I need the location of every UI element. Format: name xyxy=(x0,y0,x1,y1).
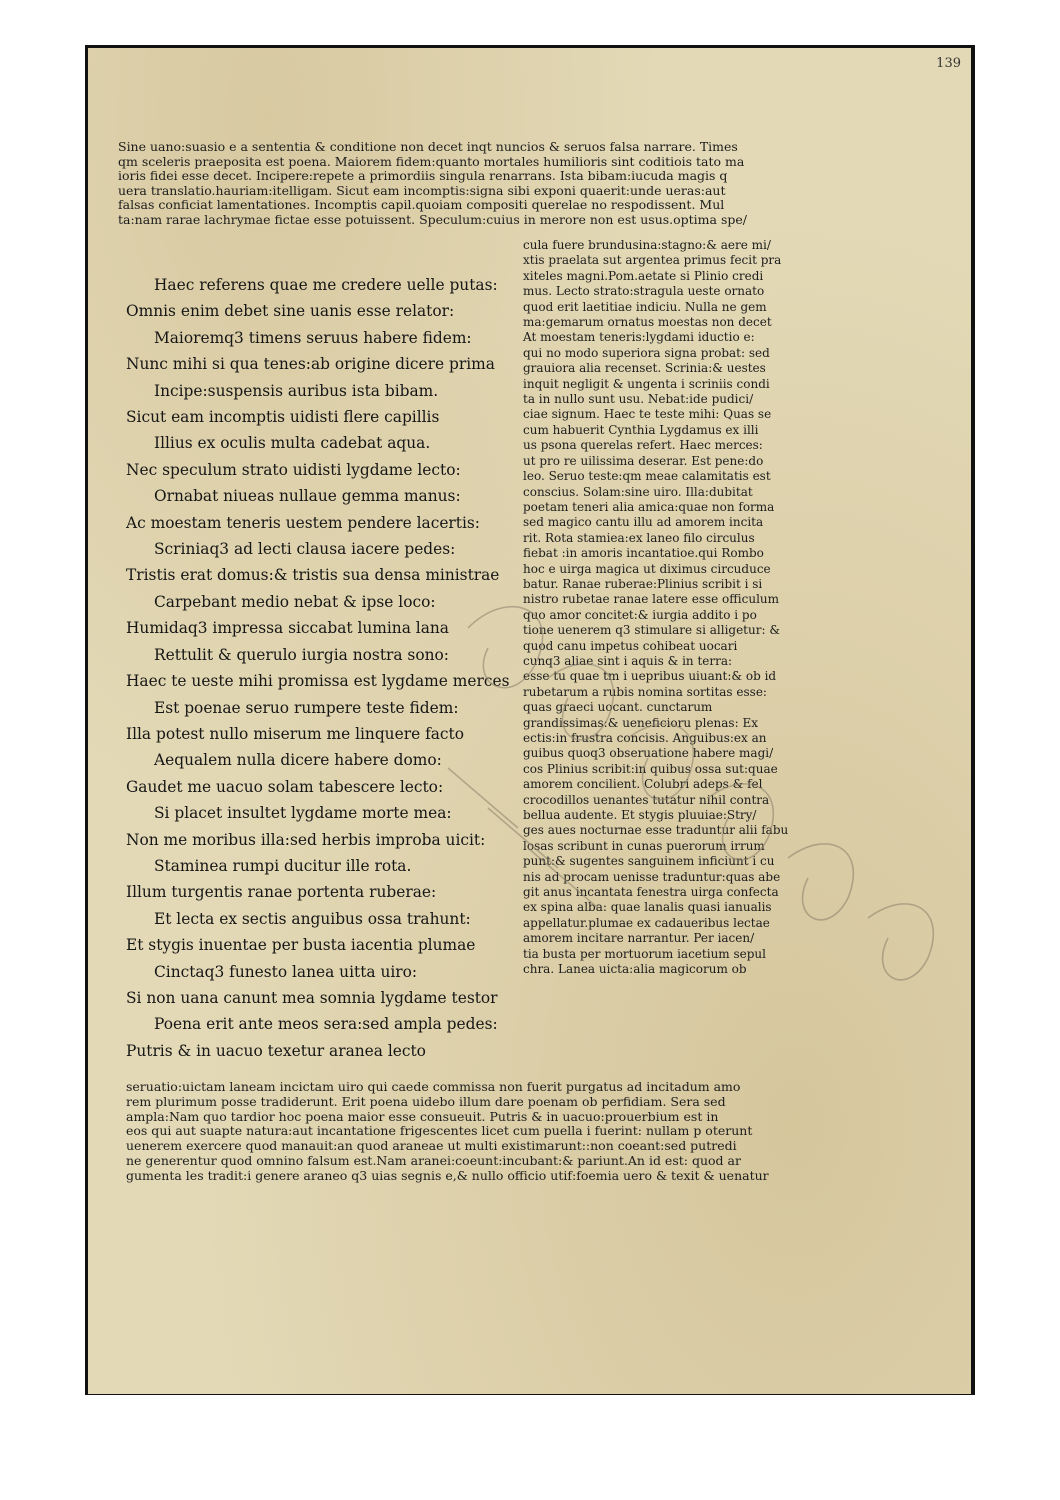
commentary-line: uenerem exercere quod manauit:an quod araneae ut multi existimarunt::non coeant:sed putredi xyxy=(126,1138,737,1154)
verse-line: Non me moribus illa:sed herbis improba uicit: xyxy=(126,830,486,849)
commentary-line: grauiora alia recenset. Scrinia:& uestes xyxy=(523,361,766,376)
commentary-line: grandissimas:& ueneficioru plenas: Ex xyxy=(523,715,758,730)
commentary-line: ta in nullo sunt usu. Nebat:ide pudici/ xyxy=(523,392,754,407)
commentary-line: quod erit laetitiae indiciu. Nulla ne gem xyxy=(523,299,767,314)
commentary-line: appellatur.plumae ex cadaueribus lectae xyxy=(523,915,770,930)
commentary-line: ne generentur quod omnino falsum est.Nam aranei:coeunt:incubant:& pariunt.An id est: quod ar xyxy=(126,1152,741,1168)
verse-line: Putris & in uacuo texetur aranea lecto xyxy=(126,1041,426,1060)
commentary-line: guibus quoq3 obseruatione habere magi/ xyxy=(523,746,774,761)
verse-line: Nunc mihi si qua tenes:ab origine dicere prima xyxy=(126,355,495,374)
commentary-line: cum habuerit Cynthia Lygdamus ex illi xyxy=(523,422,759,437)
commentary-line: Sine uano:suasio e a sententia & conditione non decet inqt nuncios & seruos falsa narrare. Times xyxy=(118,139,738,154)
commentary-line: poetam teneri alia amica:quae non forma xyxy=(523,499,775,514)
commentary-line: ut pro re uilissima deserar. Est pene:do xyxy=(523,453,764,468)
verse-line: Ornabat niueas nullaue gemma manus: xyxy=(154,487,461,506)
commentary-line: seruatio:uictam laneam incictam uiro qui caede commissa non fuerit purgatus ad incitadum amo xyxy=(126,1079,741,1094)
commentary-line: rubetarum a rubis nomina sortitas esse: xyxy=(523,684,767,699)
commentary-line: esse tu quae tm i uepribus uiuant:& ob id xyxy=(523,669,777,684)
commentary-line: ex spina alba: quae lanalis quasi ianualis xyxy=(523,900,772,915)
commentary-line: gumenta les tradit:i genere araneo q3 uias segnis e,& nullo officio utif:foemia uero & texit & uenatur xyxy=(126,1167,769,1183)
commentary-line: quod canu impetus cohibeat uocari xyxy=(523,638,738,653)
verse-line: Est poenae seruo rumpere teste fidem: xyxy=(154,698,459,717)
commentary-line: rem plurimum posse tradiderunt. Erit poena uidebo illum dare poenam ob perfidiam. Sera sed xyxy=(126,1093,726,1109)
commentary-line: quo amor concitet:& iurgia addito i po xyxy=(523,607,757,622)
commentary-line: uera translatio.hauriam:itelligam. Sicut eam incomptis:signa sibi exponi quaerit:unde ueras:aut xyxy=(118,182,726,198)
commentary-line: rit. Rota stamiea:ex laneo filo circulus xyxy=(523,530,755,545)
verse-line: Poena erit ante meos sera:sed ampla pedes: xyxy=(154,1015,498,1034)
verse-line: Sicut eam incomptis uidisti flere capillis xyxy=(126,408,440,427)
commentary-line: batur. Ranae ruberae:Plinius scribit i si xyxy=(523,576,763,591)
commentary-line: punt:& sugentes sanguinem inficiunt i cu xyxy=(523,854,775,869)
folio-number: 139 xyxy=(936,56,961,71)
commentary-line: ges aues nocturnae esse traduntur alii fabu xyxy=(523,823,789,838)
verse-line: Si non uana canunt mea somnia lygdame testor xyxy=(126,988,498,1007)
commentary-line: conscius. Solam:sine uiro. Illa:dubitat xyxy=(523,484,753,499)
commentary-line: xiteles magni.Pom.aetate si Plinio credi xyxy=(523,268,764,283)
verse-line: Aequalem nulla dicere habere domo: xyxy=(154,751,442,770)
commentary-line: fiebat :in amoris incantatioe.qui Rombo xyxy=(523,546,764,561)
commentary-line: chra. Lanea uicta:alia magicorum ob xyxy=(523,962,747,977)
commentary-line: cula fuere brundusina:stagno:& aere mi/ xyxy=(523,238,771,252)
commentary-top xyxy=(118,140,818,228)
commentary-line: tia busta per mortuorum iacetium sepul xyxy=(523,946,766,961)
verse-line: Illa potest nullo miserum me linquere facto xyxy=(126,724,465,743)
commentary-line: ma:gemarum ornatus moestas non decet xyxy=(523,315,772,330)
verse-line: Staminea rumpi ducitur ille rota. xyxy=(154,856,412,875)
verse-line: Illum turgentis ranae portenta ruberae: xyxy=(126,883,437,902)
verse-block xyxy=(126,272,526,1064)
commentary-line: bellua audente. Et stygis pluuiae:Stry/ xyxy=(523,808,757,823)
commentary-line: git anus incantata fenestra uirga confecta xyxy=(523,885,779,900)
verse-line: Rettulit & querulo iurgia nostra sono: xyxy=(154,645,449,664)
verse-line: Gaudet me uacuo solam tabescere lecto: xyxy=(126,777,444,796)
commentary-line: falsas conficiat lamentationes. Incomptis capil.quoiam compositi querelae no respodissent. Mul xyxy=(118,197,725,213)
verse-line: Incipe:suspensis auribus ista bibam. xyxy=(154,381,439,400)
verse-line: Scriniaq3 ad lecti clausa iacere pedes: xyxy=(154,540,456,559)
commentary-right-column xyxy=(523,238,823,978)
verse-line: Ac moestam teneris uestem pendere lacertis: xyxy=(126,513,480,532)
commentary-line: nistro rubetae ranae latere esse officulum xyxy=(523,592,780,607)
commentary-line: amorem concilient. Colubri adeps & fel xyxy=(523,777,763,792)
commentary-line: tione uenerem q3 stimulare si alligetur: & xyxy=(523,623,781,638)
commentary-line: ampla:Nam quo tardior hoc poena maior esse consueuit. Putris & in uacuo:prouerbium est in xyxy=(126,1108,719,1124)
manuscript-page xyxy=(88,48,971,1394)
verse-line: Illius ex oculis multa cadebat aqua. xyxy=(154,434,431,453)
commentary-line: xtis praelata sut argentea primus fecit pra xyxy=(523,253,782,268)
verse-line: Maioremq3 timens seruus habere fidem: xyxy=(154,328,472,347)
commentary-line: nis ad procam uenisse traduntur:quas abe xyxy=(523,869,781,884)
verse-line: Si placet insultet lygdame morte mea: xyxy=(154,804,452,823)
commentary-line: hoc e uirga magica ut diximus circuduce xyxy=(523,561,771,576)
commentary-line: mus. Lecto strato:stragula ueste ornato xyxy=(523,284,765,299)
commentary-line: qui no modo superiora signa probat: sed xyxy=(523,345,770,360)
commentary-line: ciae signum. Haec te teste mihi: Quas se xyxy=(523,407,772,422)
commentary-line: quas graeci uocant. cunctarum xyxy=(523,700,713,715)
commentary-line: crocodillos uenantes tutatur nihil contra xyxy=(523,792,770,807)
verse-line: Omnis enim debet sine uanis esse relator: xyxy=(126,302,455,321)
commentary-line: ioris fidei esse decet. Incipere:repete a primordiis singula renarrans. Ista bibam:iucuda magis q xyxy=(118,168,728,184)
verse-line: Carpebant medio nebat & ipse loco: xyxy=(154,592,436,611)
commentary-line: leo. Seruo teste:qm meae calamitatis est xyxy=(523,469,771,484)
commentary-line: ta:nam rarae lachrymae fictae esse potuissent. Speculum:cuius in merore non est usus.optima spe/ xyxy=(118,211,747,227)
verse-line: Cinctaq3 funesto lanea uitta uiro: xyxy=(154,962,418,981)
commentary-line: At moestam teneris:lygdami iductio e: xyxy=(523,330,755,345)
commentary-bottom xyxy=(126,1080,826,1184)
commentary-line: cos Plinius scribit:in quibus ossa sut:quae xyxy=(523,761,778,776)
verse-line: Humidaq3 impressa siccabat lumina lana xyxy=(126,619,449,638)
verse-line: Nec speculum strato uidisti lygdame lecto: xyxy=(126,460,461,479)
verse-line: Tristis erat domus:& tristis sua densa ministrae xyxy=(126,566,500,585)
verse-line: Et stygis inuentae per busta iacentia plumae xyxy=(126,936,476,955)
verse-line: Haec te ueste mihi promissa est lygdame merces xyxy=(126,672,510,691)
commentary-line: qm sceleris praeposita est poena. Maiorem fidem:quanto mortales humilioris sint coditiois tato ma xyxy=(118,153,745,169)
verse-line: Haec referens quae me credere uelle putas: xyxy=(154,276,498,294)
commentary-line: inquit negligit & ungenta i scriniis condi xyxy=(523,376,770,391)
commentary-line: amorem incitare narrantur. Per iacen/ xyxy=(523,931,755,946)
commentary-line: us psona querelas refert. Haec merces: xyxy=(523,438,763,453)
commentary-line: eos qui aut suapte natura:aut incantatione frigescentes licet cum puella i fuerint: nullam p oterunt xyxy=(126,1123,753,1139)
commentary-line: losas scribunt in cunas puerorum irrum xyxy=(523,838,765,853)
commentary-line: sed magico cantu illu ad amorem incita xyxy=(523,515,764,530)
commentary-line: cunq3 aliae sint i aquis & in terra: xyxy=(523,653,733,668)
verse-line: Et lecta ex sectis anguibus ossa trahunt: xyxy=(154,909,471,928)
commentary-line: ectis:in frustra concisis. Anguibus:ex an xyxy=(523,731,767,745)
